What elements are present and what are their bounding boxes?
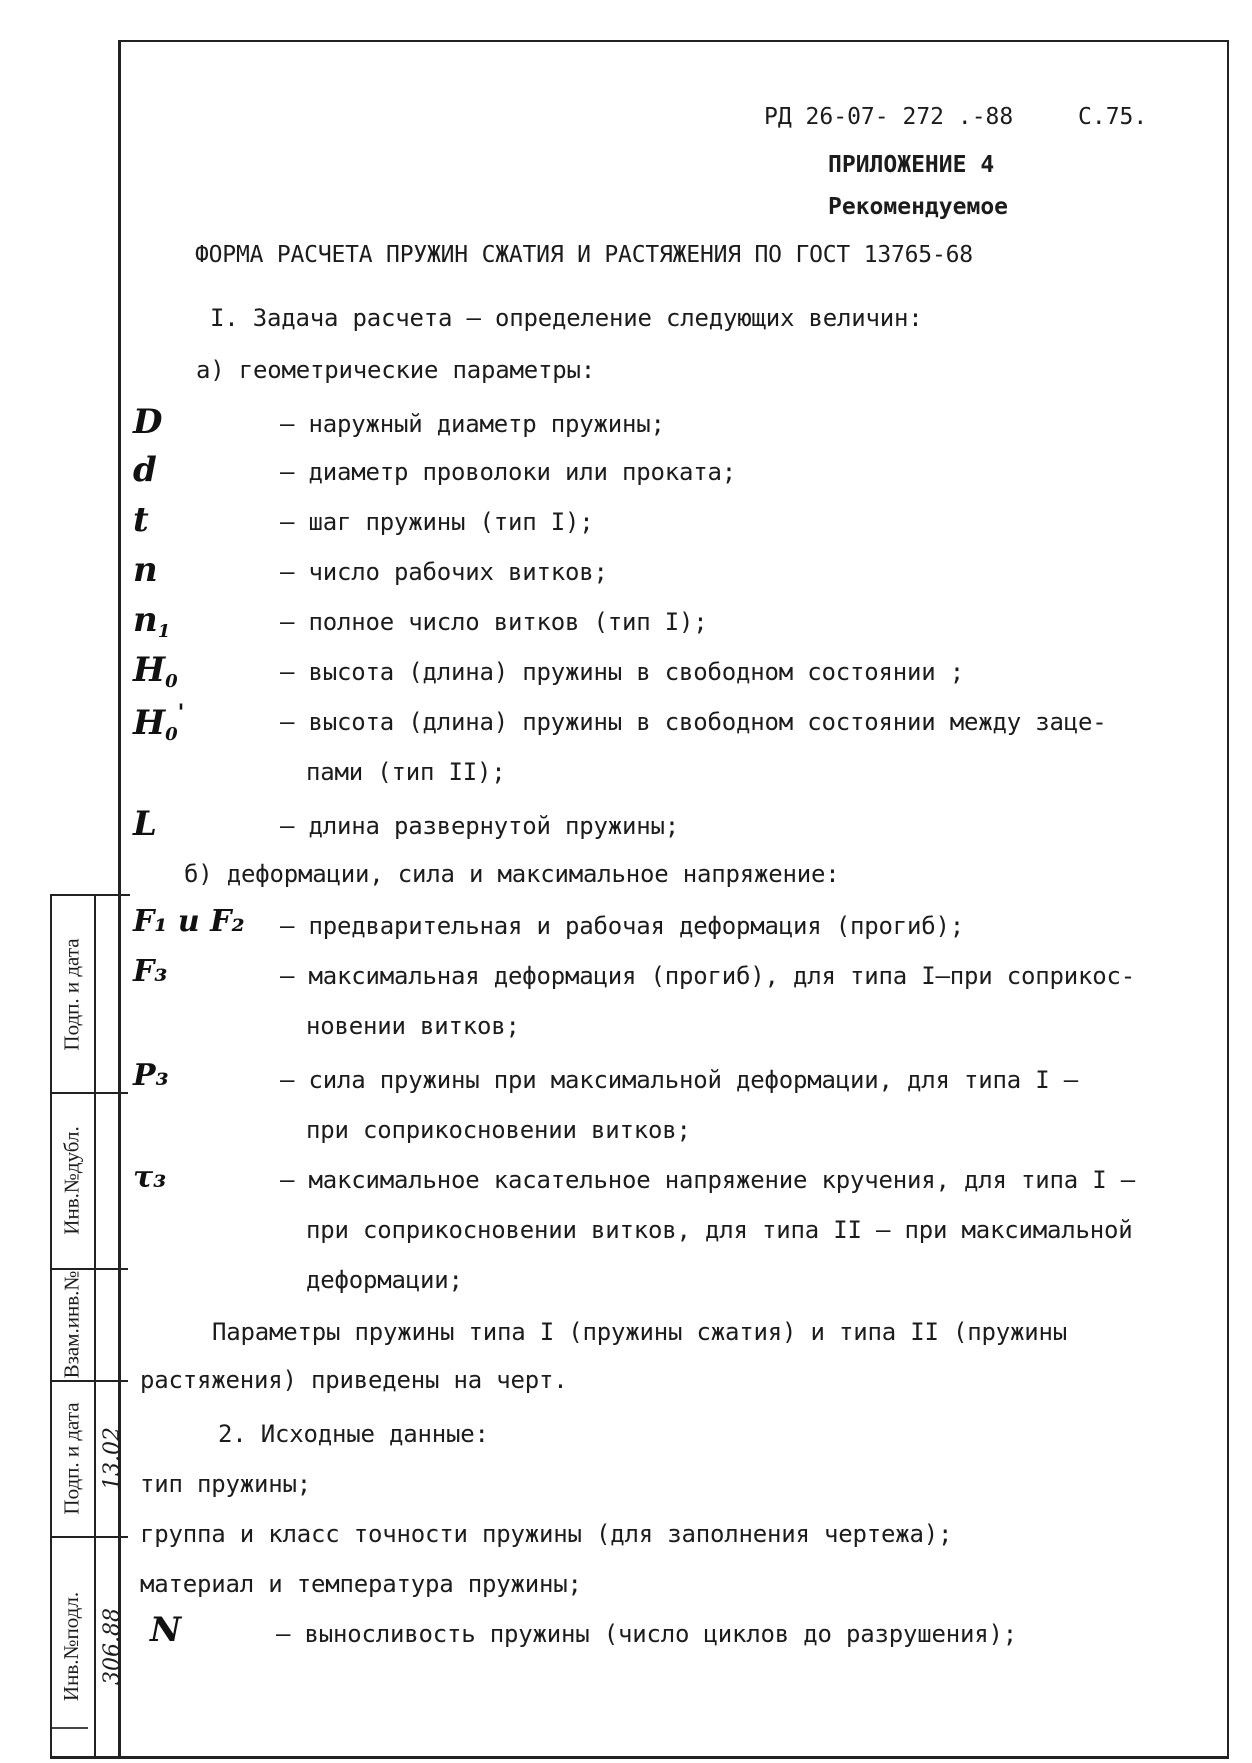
stamp-handwritten-date: 13.02 [99, 1426, 125, 1490]
side-stamp-block [50, 894, 130, 1759]
definition-F3: – максимальная деформация (прогиб), для типа I–при соприкос- [280, 962, 1135, 990]
section2-heading: 2. Исходные данные: [218, 1420, 489, 1448]
parameters-note-line1: Параметры пружины типа I (пружины сжатия) и типа II (пружины [212, 1318, 1067, 1346]
subsection-a-heading: а) геометрические параметры: [196, 356, 595, 384]
definition-tau3-cont: при соприкосновении витков, для типа II – при максимальной [306, 1216, 1133, 1244]
subsection-b-heading: б) деформации, сила и максимальное напряжение: [184, 860, 840, 888]
definition-H0-prime-cont: пами (тип II); [306, 758, 506, 786]
definition-t: – шаг пружины (тип I); [280, 508, 594, 536]
symbol-D: D [133, 402, 163, 442]
definition-n: – число рабочих витков; [280, 558, 608, 586]
input-material-temperature: материал и температура пружины; [140, 1570, 582, 1598]
stamp-label-replace-inv: Взам.инв.№ [59, 1270, 84, 1378]
symbol-H0-prime: $H_0'$ [133, 700, 185, 745]
symbol-d: d [133, 450, 157, 490]
definition-D: – наружный диаметр пружины; [280, 410, 665, 438]
symbol-L: L [133, 804, 157, 844]
page-number: С.75. [1078, 104, 1148, 130]
definition-H0-prime: – высота (длина) пружины в свободном состоянии между заце- [280, 708, 1107, 736]
symbol-N: N [150, 1610, 182, 1650]
symbol-n1: $n_1$ [133, 600, 171, 642]
symbol-H0: $H_0$ [133, 650, 178, 692]
definition-n1: – полное число витков (тип I); [280, 608, 708, 636]
definition-N: – выносливость пружины (число циклов до разрушения); [276, 1620, 1017, 1648]
document-code: РД 26-07- 272 .-88 [764, 104, 1014, 130]
input-spring-type: тип пружины; [140, 1470, 311, 1498]
definition-P3: – сила пружины при максимальной деформации, для типа I – [280, 1066, 1078, 1094]
stamp-label-original-inv: Инв.№подл. [59, 1591, 84, 1701]
input-accuracy-class: группа и класс точности пружины (для заполнения чертежа); [140, 1520, 953, 1548]
form-title: ФОРМА РАСЧЕТА ПРУЖИН СЖАТИЯ И РАСТЯЖЕНИЯ ПО ГОСТ 13765-68 [195, 242, 973, 268]
definition-H0: – высота (длина) пружины в свободном состоянии ; [280, 658, 964, 686]
stamp-handwritten-number: 306.88 [99, 1607, 125, 1685]
stamp-label-duplicate-inv: Инв.№дубл. [59, 1125, 84, 1235]
symbol-F3: F₃ [133, 954, 168, 989]
definition-tau3-cont2: деформации; [306, 1266, 463, 1294]
stamp-label-sign-date-1: Подп. и дата [59, 937, 84, 1051]
definition-tau3: – максимальное касательное напряжение кручения, для типа I – [280, 1166, 1135, 1194]
symbol-F1-F2: F₁ и F₂ [133, 904, 245, 939]
definition-L: – длина развернутой пружины; [280, 812, 679, 840]
status-label: Рекомендуемое [828, 194, 1009, 220]
definition-d: – диаметр проволоки или проката; [280, 458, 736, 486]
symbol-tau3: τ₃ [133, 1160, 167, 1195]
appendix-label: ПРИЛОЖЕНИЕ 4 [828, 152, 995, 178]
parameters-note-line2: растяжения) приведены на черт. [140, 1366, 568, 1394]
stamp-label-sign-date-2: Подп. и дата [59, 1401, 84, 1515]
definition-F3-cont: новении витков; [306, 1012, 520, 1040]
symbol-t: t [133, 500, 149, 540]
definition-P3-cont: при соприкосновении витков; [306, 1116, 691, 1144]
section1-heading: I. Задача расчета – определение следующих величин: [210, 304, 923, 332]
definition-F1-F2: – предварительная и рабочая деформация (прогиб); [280, 912, 964, 940]
symbol-n: n [133, 550, 158, 590]
page-frame [118, 40, 1229, 1759]
symbol-P3: P₃ [133, 1058, 169, 1093]
